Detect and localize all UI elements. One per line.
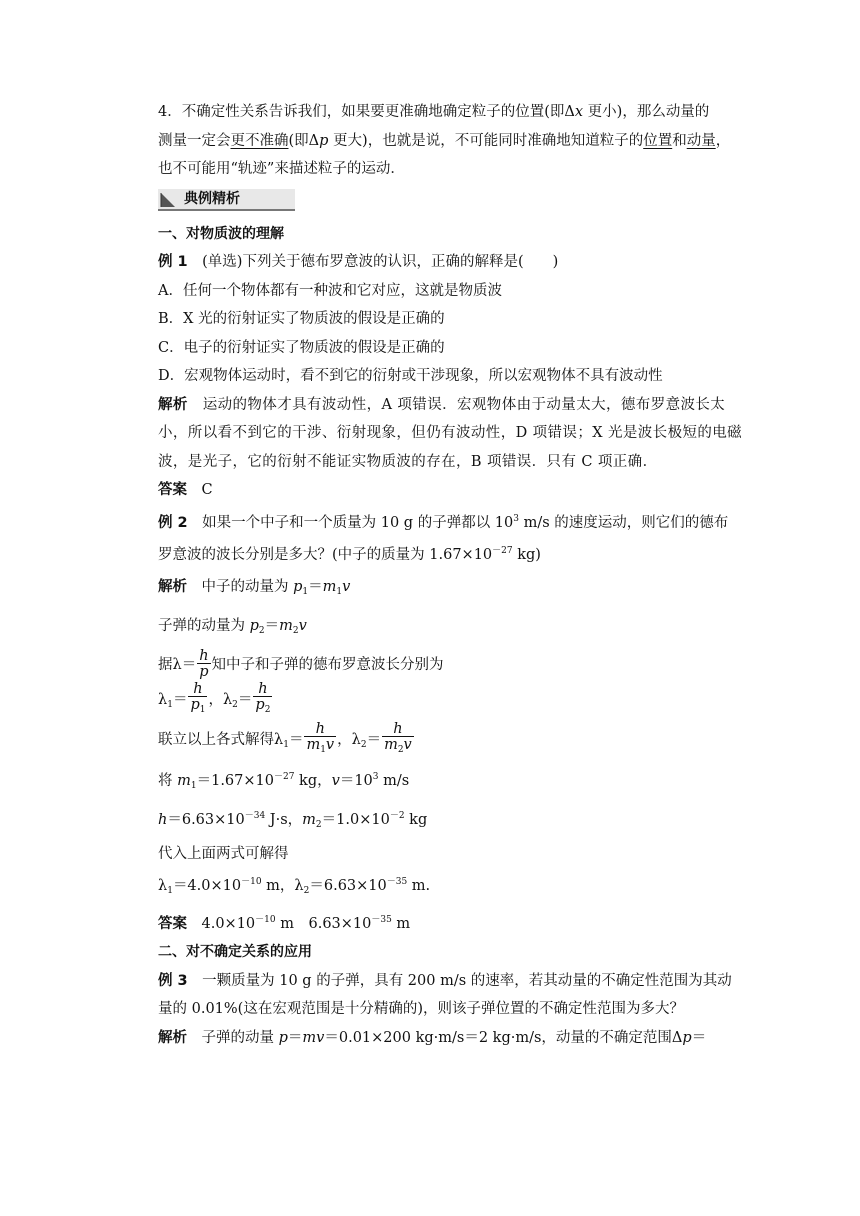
sup: －27 (273, 771, 295, 782)
underlined-text: 位置 (643, 132, 673, 149)
ex2-step-6: 将 $m_1=1.67\times 10^{-27}$ kg，$v=10^3$ m/s (158, 771, 410, 791)
text: m 6.63×10 (275, 915, 372, 932)
analysis-label: 解析 (158, 578, 187, 595)
ex2-step-4: $\lambda_1=$ $\frac{h}{p_1}$ ，$\lambda_2=$ $\frac{h}{p_2}$ (158, 682, 736, 722)
text: ＝4.0×10 (172, 878, 242, 894)
example-label: 例 1 (158, 254, 188, 270)
text: 将 (158, 772, 178, 789)
text: 罗意波的波长分别是多大？(中子的质量为 1.67×10 (158, 547, 493, 563)
text: 中子的动量为 (187, 578, 294, 595)
answer-label: 答案 (158, 915, 187, 932)
document-content (158, 98, 743, 1052)
var: p (319, 132, 329, 149)
text: 测量一定会 (158, 132, 231, 149)
section-corner-icon (158, 189, 178, 209)
sup: －35 (371, 914, 392, 925)
text: ＝ (691, 1029, 707, 1046)
ex1-option-c: C．电子的衍射证实了物质波的假设是正确的 (158, 339, 445, 356)
text: 4.0×10 (187, 915, 256, 932)
ex2-step-5: 联立以上各式解得$\lambda_1=$ $\frac{h}{m_1v}$ ，$\lambda_2=$ $\frac{h}{m_2v}$ (158, 722, 736, 762)
ex2-step-8: 代入上面两式可解得 (158, 845, 289, 862)
text: m/s (378, 772, 410, 789)
text: m (391, 915, 411, 932)
sup: －10 (241, 877, 262, 887)
fraction: $\frac{h}{m_1v}$ (306, 720, 335, 755)
ex2-step-7: $h=6.63\times 10^{-34}$ J·s，$m_2=1.0\times 10^{-2}$ kg (158, 810, 428, 830)
ex3-question-1 (158, 967, 736, 996)
ex1-option-b: B．X 光的衍射证实了物质波的假设是正确的 (158, 311, 445, 327)
text: 一颗质量为 10 g 的子弹，具有 200 m/s 的速率，若其动量的不确定性范围为其动 (187, 972, 732, 989)
text: C (187, 482, 213, 498)
text: ＝6.63×10 (167, 811, 245, 828)
ex1-option-d: D．宏观物体运动时，看不到它的衍射或干涉现象，所以宏观物体不具有波动性 (158, 368, 663, 384)
fraction: $\frac{h}{p_2}$ (255, 680, 271, 715)
text: J·s， (265, 811, 303, 828)
text: m， (261, 878, 295, 894)
sup: －34 (244, 810, 266, 821)
text: 知中子和子弹的德布罗意波长分别为 (211, 656, 444, 673)
ex2-step-9: $\lambda_1=4.0\times 10^{-10}$ m，$\lambda_2=6.63\times 10^{-35}$ m. (158, 877, 431, 896)
intro-line-1 (158, 98, 736, 127)
ex2-question-1 (158, 505, 736, 538)
section-underline (158, 209, 295, 211)
heading-1: 一、对物质波的理解 (158, 225, 284, 242)
ex3-question-2: 量的 0.01%(这在宏观范围是十分精确的)，则该子弹位置的不确定性范围为多大？ (158, 1001, 684, 1017)
intro-line-3: 也不可能用“轨迹”来描述粒子的运动． (158, 161, 405, 177)
ex2-step-2: 子弹的动量为 $p_2=m_2v$ (158, 617, 307, 636)
text: kg) (512, 547, 541, 563)
answer-label: 答案 (158, 482, 187, 498)
sup: －2 (389, 810, 405, 821)
analysis-label: 解析 (158, 1029, 187, 1046)
text: 和 (672, 132, 687, 149)
fraction: $\frac{h}{m_2v}$ (384, 720, 412, 755)
text: ， (715, 132, 731, 149)
text: (即Δ (288, 132, 320, 149)
section-header (158, 186, 736, 214)
fraction: $\frac{h}{p}$ (199, 648, 209, 680)
underlined-text: 动量 (686, 132, 716, 149)
ex1-question (158, 248, 736, 277)
underlined-text: 更不准确 (230, 132, 289, 149)
intro-line-2 (158, 127, 736, 156)
sup: 3 (372, 771, 379, 782)
ex1-option-a: A．任何一个物体都有一种波和它对应，这就是物质波 (158, 282, 502, 299)
ex2-question-2 (158, 537, 736, 570)
text: 更大)，也就是说，不可能同时准确地知道粒子的 (328, 132, 644, 149)
analysis-label: 解析 (158, 396, 188, 413)
text: ＝6.63×10 (309, 878, 387, 894)
text: ＝10 (339, 772, 373, 789)
text: 据λ＝ (158, 656, 197, 673)
ex1-answer (158, 476, 736, 505)
text: kg (404, 811, 428, 828)
ex1-analysis-2: 小，所以看不到它的干涉、衍射现象，但仍有波动性，D 项错误；X 光是波长极短的电磁 (158, 425, 743, 441)
ex2-step-1: 解析 中子的动量为 $p_1=m_1v$ (158, 578, 351, 597)
fraction: $\frac{h}{p_1}$ (190, 680, 206, 715)
ex3-analysis-1: 解析 子弹的动量 p＝mv＝0.01×200 kg·m/s＝2 kg·m/s，动量的不确定范围Δp＝ (158, 1029, 707, 1046)
example-label: 例 2 (158, 514, 188, 531)
text: 子弹的动量 (187, 1029, 279, 1046)
text: 更小)，那么动量的 (583, 104, 710, 120)
text: ＝1.0×10 (321, 811, 390, 828)
section-title: 典例精析 (184, 190, 240, 207)
sup: －35 (386, 877, 408, 887)
text: 4．不确定性关系告诉我们，如果要更准确地确定粒子的位置(即Δ (158, 104, 575, 120)
text: m/s 的速度运动，则它们的德布 (519, 514, 729, 531)
text: 运动的物体才具有波动性，A 项错误．宏观物体由于动量太大，德布罗意波长太 (187, 396, 726, 413)
text: ＝0.01×200 kg·m/s＝2 kg·m/s，动量的不确定范围Δ (324, 1029, 683, 1046)
sup: 3 (513, 513, 519, 524)
text: 子弹的动量为 (158, 617, 250, 634)
ex2-answer (158, 906, 736, 939)
heading-2: 二、对不确定关系的应用 (158, 944, 312, 960)
ex2-step-3 (158, 648, 736, 682)
text: 如果一个中子和一个质量为 10 g 的子弹都以 10 (187, 514, 514, 531)
text: 联立以上各式解得 (158, 731, 274, 748)
ex1-analysis-1 (158, 391, 736, 420)
ex1-analysis-3: 波，是光子，它的衍射不能证实物质波的存在，B 项错误．只有 C 项正确． (158, 453, 658, 470)
text: ＝1.67×10 (196, 772, 274, 789)
sup: －27 (492, 546, 513, 556)
example-label: 例 3 (158, 972, 188, 989)
var: x (574, 104, 584, 120)
sup: －10 (255, 914, 276, 925)
text: m. (407, 878, 431, 894)
text: (单选)下列关于德布罗意波的认识，正确的解释是( ) (187, 254, 559, 270)
text: kg， (294, 772, 332, 789)
